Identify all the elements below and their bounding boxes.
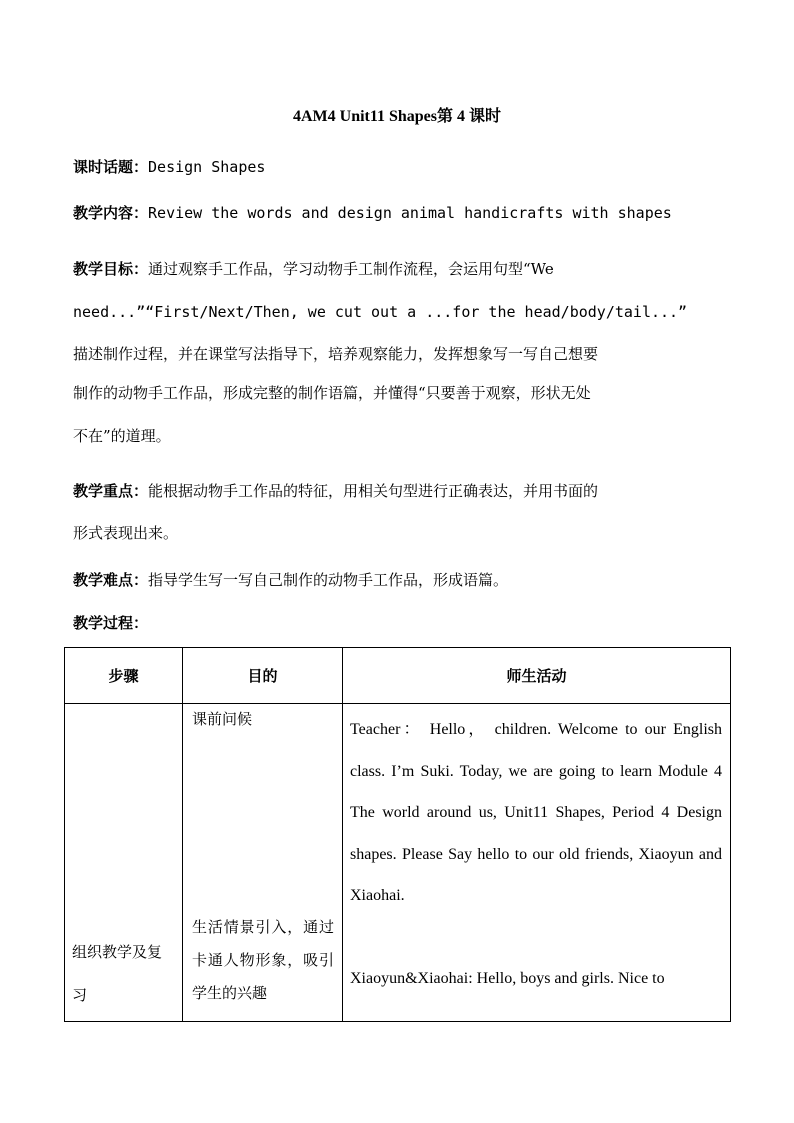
activity-text [350, 709, 722, 1000]
objectives-line-4: 制作的动物手工作品，形成完整的制作语篇，并懂得“只要善于观察，形状无处 [73, 384, 591, 402]
content-label: 教学内容： [73, 204, 149, 222]
header-step: 步骤 [65, 648, 183, 704]
activity-spacer [350, 917, 722, 959]
objectives-line-1 [73, 258, 554, 280]
objectives-label: 教学目标： [73, 260, 149, 278]
teaching-process-table [64, 647, 731, 1022]
topic-label: 课时话题： [73, 158, 149, 176]
goal-cell [183, 704, 343, 1022]
objectives-line-3: 描述制作过程，并在课堂写法指导下，培养观察能力，发挥想象写一写自己想要 [73, 345, 599, 363]
document-title: 4AM4 Unit11 Shapes第 4 课时 [292, 108, 502, 125]
goal-text-2: 生活情景引入，通过卡通人物形象，吸引学生的兴趣 [192, 918, 334, 1002]
objectives-line-2: need...”“First/Next/Then, we cut out a ...for the head/body/tail...” [73, 303, 688, 321]
activity-paragraph-1: Teacher： Hello， children. Welcome to our English class. I’m Suki. Today, we are going to learn Module 4 The world around us, Unit11 Shapes, Period 4 Design shapes. Please Say hello to our old friends, Xiaoyun and Xiaohai. [350, 721, 722, 904]
topic-line [73, 156, 265, 178]
difficulties-label: 教学难点： [73, 571, 149, 589]
step-text: 组织教学及复习 [72, 943, 163, 1004]
difficulties-line [73, 569, 508, 591]
header-goal: 目的 [183, 648, 343, 704]
step-cell [65, 704, 183, 1022]
key-points-line-2: 形式表现出来。 [73, 524, 179, 542]
content-line [73, 202, 672, 224]
key-points-label: 教学重点： [73, 482, 149, 500]
activity-paragraph-2: Xiaoyun&Xiaohai: Hello, boys and girls. Nice to [350, 970, 665, 987]
objectives-line-5: 不在”的道理。 [73, 427, 171, 445]
goal-text-1: 课前问候 [192, 710, 253, 728]
difficulties-value: 指导学生写一写自己制作的动物手工作品，形成语篇。 [148, 571, 509, 589]
key-points-line-1 [73, 480, 598, 502]
table-header-row [65, 648, 731, 704]
content-value: Review the words and design animal handicrafts with shapes [148, 204, 672, 222]
process-label: 教学过程： [73, 614, 149, 632]
activity-cell [343, 704, 731, 1022]
table-row [65, 704, 731, 1022]
header-activity: 师生活动 [343, 648, 731, 704]
topic-value: Design Shapes [148, 158, 266, 176]
objectives-text-1: 通过观察手工作品，学习动物手工制作流程，会运用句型“We [148, 260, 554, 278]
key-points-text-1: 能根据动物手工作品的特征，用相关句型进行正确表达，并用书面的 [148, 482, 599, 500]
